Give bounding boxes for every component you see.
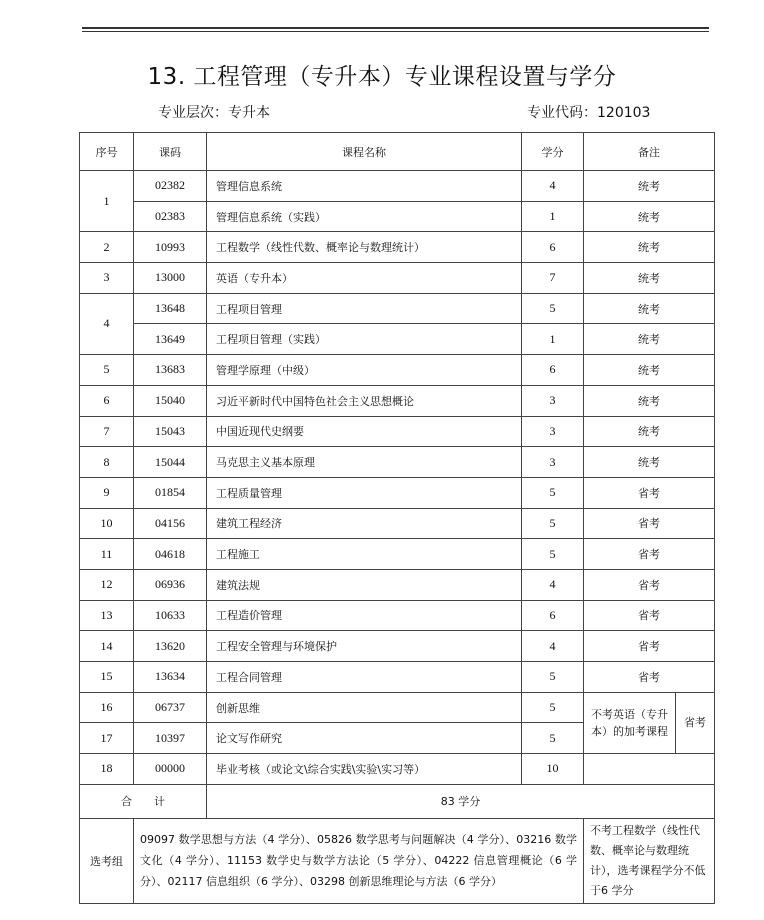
elective-label: 选考组 (80, 818, 134, 903)
row-credit: 5 (522, 293, 584, 324)
row-credit: 6 (522, 232, 584, 263)
row-credit: 4 (522, 631, 584, 662)
row-note: 省考 (584, 600, 715, 631)
row-credit: 10 (522, 754, 584, 785)
row-seq: 1 (80, 171, 134, 232)
row-name: 工程质量管理 (207, 477, 522, 508)
row-seq: 15 (80, 662, 134, 693)
row-code: 13000 (134, 263, 207, 294)
row-note: 统考 (584, 293, 715, 324)
header-code: 课码 (134, 133, 207, 171)
row-code: 15044 (134, 447, 207, 478)
row-note: 统考 (584, 385, 715, 416)
row-code: 13649 (134, 324, 207, 355)
row-note: 统考 (584, 201, 715, 232)
row-name: 管理学原理（中级） (207, 355, 522, 386)
row-note: 统考 (584, 324, 715, 355)
row-credit: 1 (522, 324, 584, 355)
elective-row (80, 818, 715, 903)
total-row (80, 784, 715, 818)
row-seq: 7 (80, 416, 134, 447)
total-label: 合 计 (80, 784, 207, 818)
row-credit: 5 (522, 662, 584, 693)
row-code: 15043 (134, 416, 207, 447)
row-name: 工程施工 (207, 539, 522, 570)
row-note: 统考 (584, 232, 715, 263)
row-code: 13620 (134, 631, 207, 662)
row-name: 工程安全管理与环境保护 (207, 631, 522, 662)
row-credit: 3 (522, 416, 584, 447)
elective-note: 不考工程数学（线性代数、概率论与数理统计），选考课程学分不低于6 学分 (584, 818, 715, 903)
row-code: 10993 (134, 232, 207, 263)
row-seq: 14 (80, 631, 134, 662)
page-title: 13. 工程管理（专升本）专业课程设置与学分 (147, 64, 617, 90)
row-name: 管理信息系统（实践） (207, 201, 522, 232)
row-code: 10633 (134, 600, 207, 631)
row-code: 04156 (134, 508, 207, 539)
row-name: 工程项目管理 (207, 293, 522, 324)
row-name: 论文写作研究 (207, 723, 522, 754)
row-credit: 1 (522, 201, 584, 232)
elective-courses: 09097 数学思想与方法（4 学分）、05826 数学思考与问题解决（4 学分）、03216 数学文化（4 学分）、11153 数学史与数学方法论（5 学分）、04222 信息管理概论（6 学分）、02117 信息组织（6 学分）、03298 创新思维理论与方法（6 学分） (134, 818, 584, 903)
row-name: 英语（专升本） (207, 263, 522, 294)
row-seq: 16 (80, 692, 134, 723)
table-row (80, 631, 715, 662)
header-credit: 学分 (522, 133, 584, 171)
row-credit: 3 (522, 385, 584, 416)
row-seq: 10 (80, 508, 134, 539)
row-note: 统考 (584, 171, 715, 202)
table-row (80, 355, 715, 386)
header-seq: 序号 (80, 133, 134, 171)
row-name: 管理信息系统 (207, 171, 522, 202)
row-credit: 5 (522, 508, 584, 539)
top-rule-thin (82, 31, 709, 32)
table-row (80, 263, 715, 294)
row-name: 工程合同管理 (207, 662, 522, 693)
row-credit: 6 (522, 600, 584, 631)
row-seq: 18 (80, 754, 134, 785)
row-seq: 11 (80, 539, 134, 570)
top-rule-thick (82, 27, 709, 29)
row-credit: 4 (522, 171, 584, 202)
row-credit: 3 (522, 447, 584, 478)
row-credit: 5 (522, 692, 584, 723)
program-code: 专业代码：120103 (527, 105, 651, 121)
table-header-row (80, 133, 715, 171)
row-code: 01854 (134, 477, 207, 508)
row-name: 建筑法规 (207, 569, 522, 600)
extra-course-tag: 省考 (676, 692, 715, 753)
row-seq: 4 (80, 293, 134, 354)
row-credit: 5 (522, 539, 584, 570)
program-level: 专业层次：专升本 (158, 105, 270, 121)
row-seq: 17 (80, 723, 134, 754)
row-note: 省考 (584, 508, 715, 539)
row-credit: 5 (522, 477, 584, 508)
row-note: 统考 (584, 416, 715, 447)
row-name: 中国近现代史纲要 (207, 416, 522, 447)
row-code: 00000 (134, 754, 207, 785)
table-row (80, 662, 715, 693)
row-code: 02383 (134, 201, 207, 232)
extra-course-note: 不考英语（专升本）的加考课程 (584, 692, 676, 753)
row-seq: 3 (80, 263, 134, 294)
row-code: 06936 (134, 569, 207, 600)
table-row (80, 232, 715, 263)
row-name: 创新思维 (207, 692, 522, 723)
row-note: 省考 (584, 662, 715, 693)
row-name: 毕业考核（或论文\综合实践\实验\实习等） (207, 754, 522, 785)
row-note: 统考 (584, 355, 715, 386)
row-note: 统考 (584, 447, 715, 478)
table-row (80, 692, 715, 723)
row-note: 省考 (584, 631, 715, 662)
header-name: 课程名称 (207, 133, 522, 171)
row-code: 15040 (134, 385, 207, 416)
table-row (80, 171, 715, 202)
table-row (80, 569, 715, 600)
row-seq: 9 (80, 477, 134, 508)
table-row (80, 508, 715, 539)
row-name: 工程项目管理（实践） (207, 324, 522, 355)
row-seq: 6 (80, 385, 134, 416)
table-row (80, 477, 715, 508)
table-row (80, 539, 715, 570)
table-row (80, 324, 715, 355)
row-code: 13648 (134, 293, 207, 324)
table-row (80, 447, 715, 478)
table-row (80, 600, 715, 631)
row-credit: 4 (522, 569, 584, 600)
row-name: 工程造价管理 (207, 600, 522, 631)
table-row (80, 385, 715, 416)
row-note (584, 754, 715, 785)
row-name: 马克思主义基本原理 (207, 447, 522, 478)
row-note: 统考 (584, 263, 715, 294)
row-code: 10397 (134, 723, 207, 754)
table-row (80, 754, 715, 785)
row-code: 06737 (134, 692, 207, 723)
header-note: 备注 (584, 133, 715, 171)
row-code: 13683 (134, 355, 207, 386)
row-note: 省考 (584, 539, 715, 570)
row-credit: 7 (522, 263, 584, 294)
row-name: 工程数学（线性代数、概率论与数理统计） (207, 232, 522, 263)
row-seq: 5 (80, 355, 134, 386)
row-code: 02382 (134, 171, 207, 202)
row-code: 04618 (134, 539, 207, 570)
table-row (80, 416, 715, 447)
row-seq: 13 (80, 600, 134, 631)
row-code: 13634 (134, 662, 207, 693)
row-credit: 5 (522, 723, 584, 754)
total-value: 83 学分 (207, 784, 715, 818)
table-row (80, 201, 715, 232)
row-seq: 2 (80, 232, 134, 263)
course-table (79, 132, 715, 904)
row-name: 建筑工程经济 (207, 508, 522, 539)
row-seq: 12 (80, 569, 134, 600)
row-seq: 8 (80, 447, 134, 478)
table-row (80, 293, 715, 324)
row-note: 省考 (584, 477, 715, 508)
row-credit: 6 (522, 355, 584, 386)
row-note: 省考 (584, 569, 715, 600)
row-name: 习近平新时代中国特色社会主义思想概论 (207, 385, 522, 416)
